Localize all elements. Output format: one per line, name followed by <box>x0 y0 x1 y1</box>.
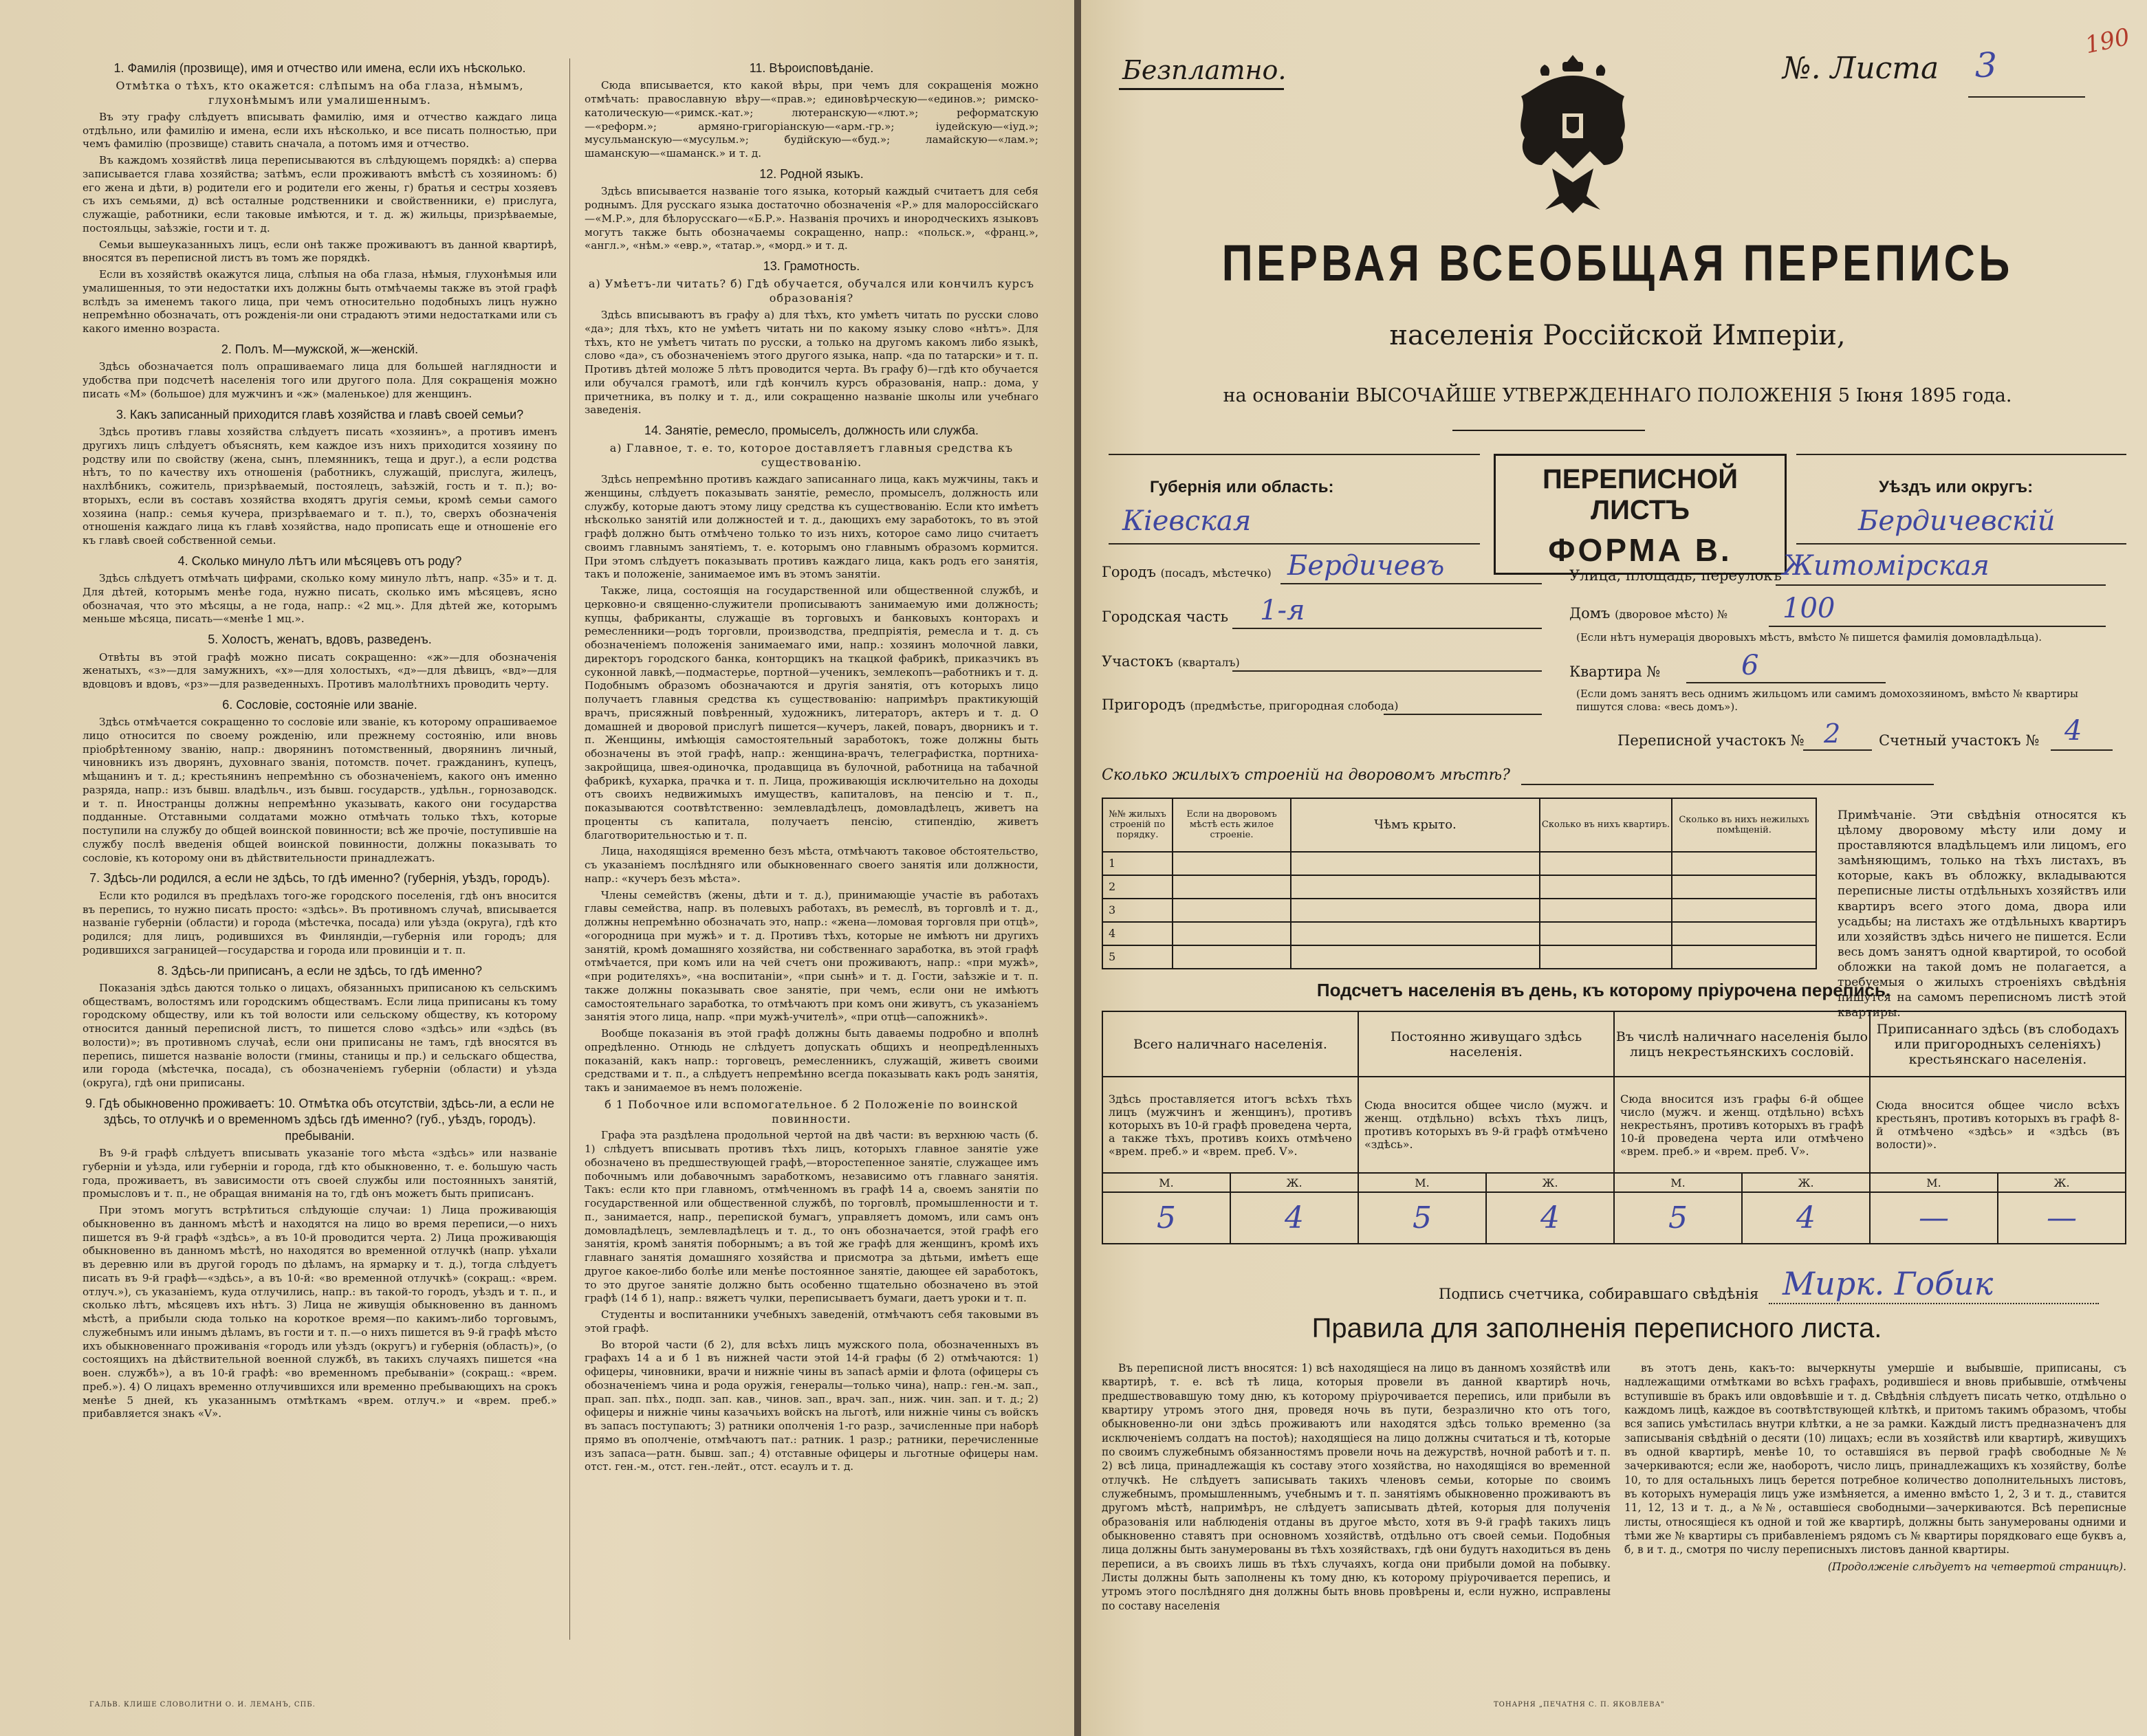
kvartira-note: (Если домъ занятъ весь однимъ жильцомъ или самимъ домохозяиномъ, вмѣсто № квартиры пишутся слова: «весь домъ»). <box>1576 688 2078 713</box>
sheet-number-label: №. Листа <box>1783 51 1939 86</box>
rules-text-1: Въ переписной листъ вносятся: 1) всѣ находящіеся на лицо въ данномъ хозяйствѣ или квартирѣ, т. е. всѣ тѣ лица, которыя провели въ данной квартирѣ ночь, предшествовавшую тому дню, къ которому пріурочивается перепись, или прибыли въ квартиру утромъ этого дня, проведя ночь въ пути, безразлично кто отъ того, обыкновенно-ли они здѣсь проживаютъ или находятся здѣсь только временно (за исключеніемъ солдатъ на постоѣ); находящіеся на лицо должны считаться и тѣ, которые по своимъ служебнымъ обязанностямъ провели ночь на дежурствѣ, ночной работѣ и т. п. 2) всѣ лица, принадлежащія къ составу этого хозяйства, но находящіяся во временной отлучкѣ. Не слѣдуетъ записывать такихъ членовъ семьи, которые по своимъ служебнымъ, промышленнымъ, учебнымъ и т. п. занятіямъ обыкновенно проживаютъ въ другомъ мѣстѣ, напримѣръ, не слѣдуетъ записывать дѣтей, которыя для полученія образованія или наблюденія отданы въ другое мѣсто, хотя въ 9-й графѣ такихъ лицъ обыкновенно ставятъ при основномъ хозяйствѣ, отдѣльно отъ своей семьи. Подобныя лица должны быть занумерованы въ тѣхъ хозяйствахъ, гдѣ они будутъ находиться въ день переписи, а въ своихъ лишь въ тѣхъ случаяхъ, когда они прибыли домой на побывку. Листы должны быть заполнены къ тому дню, къ которому пріурочивается перепись, и утромъ этого послѣдняго дня должны быть вновь провѣрены и, если нужно, исправлены по составу населенія <box>1102 1362 1611 1612</box>
schetny-underline <box>2051 749 2113 751</box>
col1-para-22: При этомъ могутъ встрѣтиться слѣдующіе случаи: 1) Лица проживающія обыкновенно въ данномъ мѣстѣ и находятся на лицо во время переписи,—о нихъ пишется въ 9-й графѣ «здѣсь», а въ 10-й проводится черта. 2) Лица проживающія обыкновенно въ данномъ мѣстѣ, но находятся во временной отлучкѣ (напр. уѣхали въ деревню или въ другой городъ по дѣламъ, на ярмарку и т. д.), тогда слѣдуетъ писать въ 9-й графѣ—«здѣсь», а въ 10-й: «во временной отлучкѣ» (сокращ.: «врем. отлуч.»), съ указаніемъ, куда отлучились, напр.: въ такой-то городъ, уѣздъ и т. п., и сколько лѣтъ, мѣсяцевъ ихъ нѣтъ. 3) Лица не живущія обыкновенно въ данномъ мѣстѣ, а прибыли сюда только на короткое время—по какимъ-либо торговымъ, служебнымъ или инымъ дѣламъ, въ гости и т. п.—о нихъ пишется въ 9-й графѣ мѣсто ихъ обыкновеннаго проживанія «городъ или уѣздъ (округъ) и губернія (область)», (о состоящихъ на дѣйствительной военной службѣ, въ такихъ случаяхъ пишется «на воен. службѣ»), а въ 10-й графѣ: «во временномъ пребываніи» (сокращ.: «врем. преб.»). 4) О лицахъ временно отлучившихся или временно пребывающихъ на срокъ менѣе 5 дней, къ указаннымъ отмѣткамъ «врем. отлуч.» и «врем. преб.» прибавляется знакъ «V». <box>83 1204 557 1420</box>
col1-para-15: Здѣсь отмѣчается сокращенно то сословіе или званіе, къ которому опрашиваемое лицо относится по своему рожденію, или прежнему состоянію, или вновь пріобрѣтенному званію, напр.: дворянинъ потомственный, дворянинъ личный, чиновникъ изъ дворянъ, духовнаго званія, потомств. почет. гражданинъ, купецъ, мѣщанинъ и т. д.; крестьянинъ непремѣнно съ обозначеніемъ, какого онъ именно разряда, напр.: изъ бывш. владѣльч., изъ бывш. государств., удѣльн., горнозаводск. и т. п. Иностранцы должны непремѣнно указывать, какого они государства подданные. Отставными солдатами можно отмѣчать только тѣхъ, которые поступили на службу до общей воинской повинности; всѣ же прочіе, поступившіе на службу послѣ введенія общей воинской повинности, должны показывать то сословіе, къ которому они въ дѣйствительности принадлежатъ. <box>83 716 557 864</box>
population-values-row <box>1102 1192 2126 1244</box>
dwellings-cell[interactable] <box>1672 922 1816 945</box>
dwellings-cell[interactable] <box>1672 899 1816 922</box>
col2-para-13: Вообще показанія въ этой графѣ должны быть даваемы подробно и вполнѣ опредѣленно. Отнюдь не слѣдуетъ допускать общихъ и неопредѣленныхъ показаній, какъ напр.: торговецъ, ремесленникъ, служащій, живетъ своими средствами и т. п., а слѣдуетъ непремѣнно всегда показывать какъ родъ занятія, такъ и занимаемое въ немъ положеніе. <box>585 1027 1038 1094</box>
dwellings-cell[interactable] <box>1540 875 1672 899</box>
ulitsa-underline <box>1776 584 2106 586</box>
female-count-value[interactable]: 4 <box>1742 1192 1870 1244</box>
guberniya-label: Губернія или область: <box>1150 478 1334 496</box>
col1-sec-10: 4. Сколько минуло лѣтъ или мѣсяцевъ отъ роду? <box>177 553 462 568</box>
population-header-row <box>1102 1011 2126 1077</box>
col1-para-4: Семьи вышеуказанныхъ лицъ, если онѣ также проживаютъ въ данной квартирѣ, вносятся въ переписной листъ въ томъ же порядкѣ. <box>83 238 557 265</box>
desc-non-peasant: Сюда вносится изъ графы 6-й общее число (мужч. и женщ. отдѣльно) всѣхъ некрестьянъ, противъ которыхъ въ графѣ 10-й проведена черта или отмѣчено «врем. преб.» и «врем. преб. V». <box>1614 1077 1870 1173</box>
uchastok-field <box>1102 653 1240 670</box>
rules-text-2: въ этотъ день, какъ-то: вычеркнуты умершіе и выбывшіе, приписаны, съ надлежащими отмѣтками во всѣхъ графахъ, родившіеся и вновь прибывшіе, отмѣчены вступившіе въ бракъ или овдовѣвшіе и т. д. Свѣдѣнія слѣдуетъ писать четко, отдѣльно о каждомъ лицѣ, каждое въ соотвѣтствующей клѣткѣ, и притомъ такимъ образомъ, чтобы вся запись умѣстилась внутри клѣтки, а не за рамки. Каждый листъ предназначенъ для записыванія свѣдѣній о десяти (10) лицахъ; если въ хозяйствѣ или квартирѣ, живущихъ въ одной квартирѣ, менѣе 10, то оставшіяся въ первой графѣ свободные №№ зачеркиваются; если же, наоборотъ, число лицъ, принадлежащихъ къ хозяйству, болѣе 10, то для остальныхъ лицъ берется потребное количество дополнительныхъ листовъ, въ которыхъ нумерація лицъ уже измѣняется, а именно вмѣсто 1, 2, 3 и т. д., ставится 11, 12, 13 и т. д., а №№, оставшіеся свободными—зачеркиваются. Всѣ переписные листы, относящіеся къ одной и той же квартирѣ, должны быть занумерованы одними и тѣми же № квартиры съ прибавленіемъ рядомъ съ № квартиры порядковаго еще буквъ а, б, в и т. д., смотря по числу переписныхъ листовъ данной квартиры. <box>1624 1362 2126 1557</box>
col2-sub-14: б 1 Побочное или вспомогательное. б 2 Положеніе по воинской повинности. <box>604 1097 1018 1125</box>
col1-para-7: Здѣсь обозначается полъ опрашиваемаго лица для большей наглядности и удобства при подсчетѣ населенія того или другого пола. Для сокращенія можно писать «М» (большое) для мужчинъ и «ж» (маленькое) для женщинъ. <box>83 360 557 400</box>
col1-sec-0: 1. Фамилія (прозвище), имя и отчество или имена, если ихъ нѣсколько. <box>113 61 526 75</box>
col2-sec-2: 12. Родной языкъ. <box>759 166 864 181</box>
female-count-value[interactable]: 4 <box>1486 1192 1614 1244</box>
col1-para-17: Если кто родился въ предѣлахъ того-же городского поселенія, гдѣ онъ вносится въ перепись, то нужно писать просто: «здѣсь». Въ противномъ случаѣ, вписывается названіе губерніи (области) и города (мѣстечка, посада) или уѣзда (округа), гдѣ кто родился; для лицъ, родившихся въ Финляндіи,—губернія или городъ; для родившихся заграницей—государства и города или провинціи и т. п. <box>83 889 557 956</box>
gorod-field <box>1102 564 1272 580</box>
col1-para-5: Если въ хозяйствѣ окажутся лица, слѣпыя на оба глаза, нѣмыя, глухонѣмыя или умалишенныя, то эти недостатки ихъ должны быть отмѣчаемы также въ этой графѣ вслѣдъ за именемъ такого лица, при чемъ относительно подобныхъ лицъ нужно непремѣнно обозначать, отъ рожденія-ли они страдаютъ этими недостатками или съ какого именно возраста. <box>83 268 557 336</box>
rules-title: Правила для заполненія переписного листа. <box>1311 1313 1882 1343</box>
dwellings-cell[interactable] <box>1540 922 1672 945</box>
dwellings-header-num: №№ жилыхъ строеній по порядку. <box>1102 798 1173 852</box>
column-divider <box>569 58 570 1640</box>
col1-para-3: Въ каждомъ хозяйствѣ лица переписываются въ слѣдующемъ порядкѣ: а) сперва записывается глава хозяйства; затѣмъ, если проживаютъ вмѣстѣ съ хозяиномъ: б) его жена и дѣти, в) родители его и родители его жены, г) братья и сестры хозяевъ съ ихъ семьями, д) всѣ осталные родственники и свойственники, е) прислуга, служащіе, работники, если таковые имѣются, и т. д. ж) жильцы, призрѣваемые, постояльцы, заѣзжіе, гости и т. д. <box>83 154 557 234</box>
male-count-value[interactable]: — <box>1870 1192 1998 1244</box>
census-title: ПЕРВАЯ ВСЕОБЩАЯ ПЕРЕПИСЬ <box>1221 234 2014 292</box>
prigorod-underline <box>1384 714 1542 715</box>
form-title-box <box>1494 454 1787 575</box>
uezd-label: Уѣздъ или округъ: <box>1879 478 2034 496</box>
chast-underline <box>1232 628 1542 629</box>
rules-column-2 <box>1624 1361 2126 1574</box>
col2-para-1: Сюда вписывается, кто какой вѣры, при чемъ для сокращенія можно отмѣчать: православную вѣру—«прав.»; единовѣрческую—«единов.»; римско-католическую—«римск.-кат.»; лютеранскую—«лют.»; реформатскую—«реформ.»; армяно-григоріанскую—«арм.-гр.»; іудейскую—«іуд.»; мусульманскую—«мусульм.»; будійскую—«буд.»; ламайскую—«лам.»; шаманскую—«шаманск.» и т. д. <box>585 79 1038 160</box>
col2-para-15: Графа эта раздѣлена продольной чертой на двѣ части: въ верхнюю часть (б. 1) слѣдуетъ вписывать противъ тѣхъ лицъ, которыхъ главное занятіе уже обозначено въ предшествующей графѣ,—второстепенное занятіе, служащее имъ побочнымъ или добавочнымъ заработкомъ, независимо отъ главнаго занятія. Такъ: если кто при главномъ, отмѣченномъ въ графѣ 14 а, своемъ занятіи по государственной или общественной службѣ, по торговлѣ, промышленности и т. п., занимается, напр., перепиской бумагъ, управляетъ домомъ, или самъ онъ домовладѣлецъ, землевладѣлецъ и т. д., то онъ обозначается, этой графѣ его занятія, кромѣ занятія поборнымъ; а въ той же графѣ для женщинъ, кромѣ ихъ главнаго занятія домашняго хозяйства и присмотра за дѣтьми, имѣетъ еще другое какое-либо болѣе или менѣе постоянное занятіе, дающее ей заработокъ, то это другое занятіе должно быть особенно тщательно обозначено въ этой графѣ (14 б 1), напр.: вяжетъ чулки, переписываетъ бумаги, даетъ уроки и т. п. <box>585 1129 1038 1305</box>
col1-sec-16: 7. Здѣсь-ли родился, а если не здѣсь, то гдѣ именно? (губернія, уѣздъ, городъ). <box>89 871 550 886</box>
book-spine <box>1074 0 1081 1736</box>
uchastok-label: Участокъ <box>1102 653 1174 670</box>
ulitsa-label: Улица, площадь, переулокъ <box>1569 567 1782 584</box>
population-mf-row <box>1102 1173 2126 1192</box>
free-label: Безплатно. <box>1122 55 1287 85</box>
kvartira-label: Квартира № <box>1569 663 1661 680</box>
form-name: ФОРМА В. <box>1548 532 1732 568</box>
gorod-label: Городъ <box>1102 564 1156 580</box>
col2-para-9: Здѣсь непремѣнно противъ каждаго записаннаго лица, какъ мужчины, такъ и женщины, слѣдуетъ показывать занятіе, ремесло, промыселъ, должность или службу, которые даютъ этому лицу средства къ существованію. Если кто имѣетъ нѣсколько занятій или должностей и т. д., дающихъ ему заработокъ, то въ этой графѣ должно быть отмѣчено только то изъ нихъ, которое само лицо считаетъ своимъ главнымъ занятіемъ, т. е. которымъ оно главнымъ образомъ кормится. При этомъ слѣдуетъ показывать противъ каждаго лица, какъ родъ его занятія, такъ и положеніе, занимаемое имъ въ этомъ занятіи. <box>585 473 1038 581</box>
male-count-value[interactable]: 5 <box>1102 1192 1230 1244</box>
ulitsa-value[interactable]: Житомірская <box>1783 550 1990 582</box>
prigorod-hint: (предмѣстье, пригородная слобода) <box>1190 699 1399 712</box>
schetny-label: Счетный участокъ № <box>1879 732 2040 749</box>
chast-value[interactable]: 1-я <box>1260 595 1305 626</box>
header-permanent: Постоянно живущаго здѣсь населенія. <box>1358 1011 1614 1077</box>
dwellings-cell[interactable] <box>1291 922 1540 945</box>
dwellings-cell[interactable] <box>1540 852 1672 875</box>
dwellings-cell[interactable] <box>1672 852 1816 875</box>
legal-basis: на основаніи ВЫСОЧАЙШЕ УТВЕРЖДЕННАГО ПОЛОЖЕНІЯ 5 Іюня 1895 года. <box>1223 385 2012 406</box>
dwellings-note: Примѣчаніе. Эти свѣдѣнія относятся къ цѣлому дворовому мѣсту или дому и проставляются владѣльцемъ или лицомъ, его замѣняющимъ, только на тѣхъ листахъ, въ которые, какъ въ обложку, вкладываются переписные листы отдѣльныхъ хозяйствъ или квартиръ всего этого дома, двора или усадьбы; на листахъ же отдѣльныхъ квартиръ или хозяйствъ здѣсь ничего не пишется. Если весь домъ занятъ одной квартирой, то особой обложки на такой домъ не полагается, а требуемыя о жилыхъ строеніяхъ свѣдѣнія пишутся на самомъ переписномъ листѣ этой квартиры. <box>1838 809 2126 1020</box>
free-underline <box>1119 88 1284 90</box>
dwellings-header-roof: Чѣмъ крыто. <box>1291 798 1540 852</box>
dom-hint: (дворовое мѣсто) № <box>1615 608 1728 621</box>
population-count-table <box>1102 1011 2126 1244</box>
dwellings-row-number: 3 <box>1102 899 1173 922</box>
dom-label: Домъ <box>1569 605 1611 622</box>
col1-para-9: Здѣсь противъ главы хозяйства слѣдуетъ писать «хозяинъ», а противъ именъ другихъ лицъ слѣдуетъ объяснять, кем каждое изъ нихъ приходится хозяину по родству или по свойству (жена, сынъ, племянникъ, теща и друг.), а если родства нѣтъ, то по качеству ихъ отношенія (работникъ, служащій, прислуга, жилецъ, нахлѣбникъ, сожитель, призрѣваемый, постоялецъ, заѣзжій, гость и т. п.); во-вторыхъ, если въ составъ хозяйства входятъ другія семьи, кромѣ семьи самого хозяина (напр.: семья кучера, призрѣваемаго и т. п.), то, сверхъ обозначенія отношенія каждаго лица къ главѣ хозяйства, надо прописать еще и отношеніе его къ главѣ своей собственной семьи. <box>83 426 557 547</box>
dwellings-cell[interactable] <box>1291 945 1540 969</box>
col1-para-13: Отвѣты въ этой графѣ можно писать сокращенно: «ж»—для обозначенія женатыхъ, «з»—для замужнихъ, «х»—для холостыхъ, «д»—для дѣвицъ, «вд»—для вдовцовъ и вдовъ, «рз»—для разведенныхъ. Противъ малолѣтнихъ проводить черту. <box>83 650 557 691</box>
instructions-column-1 <box>83 55 557 1424</box>
population-desc-row <box>1102 1077 2126 1173</box>
female-column-label: Ж. <box>1486 1173 1614 1192</box>
dom-value[interactable]: 100 <box>1783 593 1835 624</box>
dwellings-cell[interactable] <box>1291 899 1540 922</box>
dwellings-row-number: 5 <box>1102 945 1173 969</box>
dwellings-row <box>1102 945 1816 969</box>
col1-para-11: Здѣсь слѣдуетъ отмѣчать цифрами, сколько кому минуло лѣтъ, напр. «35» и т. д. Для дѣтей, которымъ менѣе года, нужно писать, сколько имъ мѣсяцевъ, ясно обозначая, что это мѣсяцы, а не года, напр.: «2 мц.». Для дѣтей же, которымъ меньше мѣсяца, писать—«менѣе 1 мц.». <box>83 572 557 626</box>
col1-para-19: Показанія здѣсь даются только о лицахъ, обязанныхъ приписаною къ сельскимъ обществамъ, волостямъ или городскимъ обществамъ. Если лица приписаны къ тому городскому обществу, или къ той волости или сельскому обществу, къ которому относится данный переписной листъ, то пишется слово «здѣсь» или «здѣсь (въ волости)»; въ противномъ случаѣ, если они приписаны не тамъ, гдѣ вносятся въ перепись, пишется названіе волости (гмины, станицы и пр.) и сельскаго общества, или города (мѣстечка, посада), съ обозначеніемъ губерніи (области) и уѣзда (округа), гдѣ они приписаны. <box>83 981 557 1090</box>
dwellings-cell[interactable] <box>1291 875 1540 899</box>
signature-label: Подпись счетчика, собиравшаго свѣдѣнія <box>1439 1286 1759 1302</box>
population-count-title: Подсчетъ населенія въ день, къ которому пріурочена перепись. <box>1316 980 1891 1000</box>
dwellings-cell[interactable] <box>1291 852 1540 875</box>
female-column-label: Ж. <box>1998 1173 2126 1192</box>
kvartira-value[interactable]: 6 <box>1741 650 1759 681</box>
col2-sec-0: 11. Вѣроисповѣданіе. <box>749 61 874 75</box>
dwellings-header-apartments: Сколько въ нихъ квартиръ. <box>1540 798 1672 852</box>
dwellings-table <box>1102 798 1817 969</box>
female-column-label: Ж. <box>1230 1173 1358 1192</box>
census-subtitle: населенія Россійской Имперіи, <box>1389 320 1846 351</box>
uezd-topline <box>1796 454 2126 455</box>
desc-total-present: Здѣсь проставляется итогъ всѣхъ тѣхъ лицъ (мужчинъ и женщинъ), противъ которыхъ въ 10-й графѣ проведена черта, а также тѣхъ, противъ коихъ отмѣчено «врем. преб.» и «врем. преб. V». <box>1102 1077 1358 1173</box>
dom-note: (Если нѣтъ нумерація дворовыхъ мѣстъ, вмѣсто № пишется фамилія домовладѣльца). <box>1576 631 2042 644</box>
col1-sub-1: Отмѣтка о тѣхъ, кто окажется: слѣпымъ на оба глаза, нѣмымъ, глухонѣмымъ или умалишеннымъ. <box>116 79 524 107</box>
male-count-value[interactable]: 5 <box>1358 1192 1486 1244</box>
uchastok-underline <box>1232 670 1542 672</box>
title-divider <box>1452 430 1645 431</box>
dwellings-row-number: 2 <box>1102 875 1173 899</box>
dwellings-question: Сколько жилыхъ строеній на дворовомъ мѣстѣ? <box>1102 767 1510 784</box>
col1-para-2: Въ эту графу слѣдуетъ вписывать фамилію, имя и отчество каждаго лица отдѣльно, или фамилію и имена, если ихъ нѣсколько, и все писать полностью, при чемъ фамилію (прозвище) ставить сначала, а потомъ имя и отчество. <box>83 110 557 151</box>
dwellings-cell[interactable] <box>1672 945 1816 969</box>
col2-para-17: Во второй части (б 2), для всѣхъ лицъ мужского пола, обозначенныхъ въ графахъ 14 а и б 1 въ нижней части этой 14-й графы (б 2) отмѣчаются: 1) офицеры, чиновники, врачи и нижніе чины въ запасѣ арміи и флота (офицеры съ обозначеніемъ чина и рода оружія, генералы—только чина), напр.: ген.-м. зап., прап. зап. пѣх., подп. зап. кав., чинов. зап., врач. зап., ниж. чин. зап. и т. д.; 2) офицеры и нижніе чины казачьихъ войскъ на льготѣ, или нижніе чины съ войскъ въ запасъ поступаютъ; 3) ратники ополченія 1-го разр., зачисленные при наборѣ прямо въ ополченіе, отмѣчаютъ пат.: ратник. 1 разр.; ратники, перечисленные изъ запаса—ратн. бывш. зап.; 4) отставные офицеры и льготные офицеры нам. отст. ген.-м., отст. ген.-лейт., отст. есаулъ и т. д. <box>585 1338 1038 1473</box>
dwellings-row <box>1102 852 1816 875</box>
dwellings-header-exists: Если на дворовомъ мѣстѣ есть жилое строеніе. <box>1173 798 1291 852</box>
perepisnoy-value[interactable]: 2 <box>1824 718 1841 749</box>
col2-sec-4: 13. Грамотность. <box>763 259 860 274</box>
col2-para-3: Здѣсь вписывается названіе того языка, который каждый считаетъ для себя роднымъ. Для русскаго языка достаточно обозначенія «Р.» для малороссійскаго—«М.Р.», для бѣлорусскаго—«Б.Р.». Названія прочихъ и инородческихъ языковъ могутъ также быть обозначаемы сокращенно, напр.: «польск.», «франц.», «англ.», «нѣм.» «евр.», «татар.», «морд.» и т. д. <box>585 185 1038 252</box>
uezd-value[interactable]: Бердичевскій <box>1858 505 2056 537</box>
dwellings-cell[interactable] <box>1672 875 1816 899</box>
chast-label: Городская часть <box>1102 608 1229 625</box>
male-column-label: М. <box>1102 1173 1230 1192</box>
dwellings-cell[interactable] <box>1540 899 1672 922</box>
dwellings-cell[interactable] <box>1173 899 1291 922</box>
col1-sec-20: 9. Гдѣ обыкновенно проживаетъ: 10. Отмѣтка объ отсутствіи, здѣсь-ли, а если не здѣсь, то отлучкѣ и о временномъ здѣсь гдѣ именно? (губ., уѣздъ, городъ). пребываніи. <box>85 1096 554 1143</box>
rules-column-1 <box>1102 1361 1611 1613</box>
col2-para-12: Члены семействъ (жены, дѣти и т. д.), принимающіе участіе въ работахъ главы семейства, напр. въ полевыхъ работахъ, въ ремеслѣ, въ торговлѣ и т. д., должны непремѣнно обозначать это, напр.: «жена—ломовая торговля при отцѣ», «огородница при мужѣ» и т. д. Противъ тѣхъ, которые не имѣютъ ни другихъ занятій, кромѣ домашняго хозяйства, ни собственнаго заработка, въ этой графѣ отмѣчается, при комъ или на чей счетъ они проживаютъ, напр.: «при мужѣ», «при родителяхъ», «на воспитаніи», «при сынѣ» и т. д. Гости, заѣзжіе и т. п. также должны показывать свое занятіе, при чемъ, если они не имѣютъ самостоятельнаго заработка, то отмѣчаютъ при комъ они живутъ, съ указаніемъ занятія этого лица, напр. «при мужѣ-учителѣ», «при отцѣ—сапожникѣ». <box>585 888 1038 1024</box>
schetny-value[interactable]: 4 <box>2064 715 2082 747</box>
archive-stamp-number: 190 <box>2082 23 2133 60</box>
dwellings-row <box>1102 922 1816 945</box>
dwellings-row-number: 4 <box>1102 922 1173 945</box>
dwellings-underline <box>1521 784 1934 785</box>
guberniya-topline <box>1109 454 1480 455</box>
right-page <box>1081 0 2147 1736</box>
instructions-column-2 <box>585 55 1038 1477</box>
col1-sec-14: 6. Сословіе, состояніе или званіе. <box>222 697 417 712</box>
sheet-number-line <box>1968 96 2085 98</box>
gorod-underline <box>1280 583 1542 584</box>
prigorod-field <box>1102 696 1399 713</box>
male-column-label: М. <box>1358 1173 1486 1192</box>
col2-para-16: Студенты и воспитанники учебныхъ заведеній, отмѣчаютъ себя таковыми въ этой графѣ. <box>585 1308 1038 1334</box>
uezd-underline <box>1796 543 2126 545</box>
perepisnoy-underline <box>1803 749 1872 751</box>
guberniya-underline <box>1109 543 1480 545</box>
imperial-eagle-emblem <box>1507 48 1638 220</box>
gorod-hint: (посадъ, мѣстечко) <box>1160 567 1272 580</box>
prigorod-label: Пригородъ <box>1102 696 1186 713</box>
uchastok-hint: (кварталъ) <box>1177 656 1240 669</box>
signature-line <box>1769 1303 2099 1304</box>
guberniya-value[interactable]: Кіевская <box>1122 505 1252 537</box>
col1-sec-8: 3. Какъ записанный приходится главѣ хозяйства и главѣ своей семьи? <box>116 407 524 421</box>
dwellings-cell[interactable] <box>1173 852 1291 875</box>
dwellings-cell[interactable] <box>1173 945 1291 969</box>
col2-para-10: Также, лица, состоящія на государственной или общественной службѣ, и церковно-и священно-служители прописываютъ занимаемую ими должность; купцы, фабриканты, служащіе въ торговыхъ и банковыхъ конторахъ и ремесленники—родъ торговли, производства, предпріятія, ремесла и т. д. съ обозначеніемъ положенія занимаемаго ими, напр.: хозяинъ молочной лавки, директоръ городского банка, конторщикъ на ткацкой фабрикѣ, приказчикъ въ суконной лавкѣ,—подмастерье, портной—ученикъ, землекопъ—работникъ и т. д. Подобнымъ образомъ обозначаются и другія занятія, отъ которыхъ лицо получаетъ главныя средства къ существованію: напримѣръ практикующій врачъ, присяжный повѣренный, художникъ, литераторъ, актеръ и т. д. О домашней и дворовой прислугѣ пишется—кучеръ, лакей, поваръ, дворникъ и т. п. Женщины, имѣющія самостоятельный заработокъ, тоже должны быть обозначены въ этой графѣ, напр.: женщина-врачъ, телеграфистка, портниха-закройщица, швея-одиночка, продавщица въ булочной, работница на табачной фабрикѣ, кухарка, прачка и т. п. Лица, проживающія исключительно на доходы отъ своихъ недвижимыхъ имуществъ, капиталовъ, на пенсію и т. п., показываются соотвѣтственно: землевладѣлецъ, домовладѣлецъ, живетъ на проценты съ капитала, получаетъ пенсію, стипендію, живетъ благотворительностью и т. п. <box>585 584 1038 842</box>
dwellings-cell[interactable] <box>1540 945 1672 969</box>
col1-sec-6: 2. Полъ. М—мужской, ж—женскій. <box>221 342 419 356</box>
desc-peasant: Сюда вносится общее число всѣхъ крестьянъ, противъ которыхъ въ графѣ 8-й отмѣчено «здѣсь» и «здѣсь (въ волости)». <box>1870 1077 2126 1173</box>
col1-sec-12: 5. Холостъ, женатъ, вдовъ, разведенъ. <box>208 633 432 647</box>
col1-para-21: Въ 9-й графѣ слѣдуетъ вписывать указаніе того мѣста «здѣсь» или названіе губерніи и уѣзда, или губерніи и города, гдѣ кто обыкновенно, т. е. большую часть года, проживаетъ, въ зависимости отъ своей службы или постоянныхъ занятій, промысловъ и т. п., не обращая вниманія на то, гдѣ онъ можетъ быть приписанъ. <box>83 1147 557 1200</box>
desc-permanent: Сюда вносится общее число (мужч. и женщ. отдѣльно) всѣхъ тѣхъ лицъ, противъ которыхъ въ 9-й графѣ отмѣчено «здѣсь». <box>1358 1077 1614 1173</box>
kvartira-underline <box>1686 682 1886 683</box>
perepisnoy-label: Переписной участокъ № <box>1617 732 1805 749</box>
col2-para-6: Здѣсь вписываютъ въ графу а) для тѣхъ, кто умѣетъ читать по русски слово «да»; для тѣхъ, кто не умѣетъ читать ни по какому языку слово «нѣтъ». Для тѣхъ, кто не умѣетъ читать по русски, а только на другомъ какомъ либо языкѣ, слово «да», съ обозначеніемъ этого другого языка, напр. «да по татарски» и т. п. Противъ дѣтей моложе 5 лѣтъ проводится черта. Въ графу б)—гдѣ кто обучается или обучался грамотѣ, или гдѣ кончилъ курсъ образованія, напр.: дома, у причетника, въ полку и т. д., или сокращенно названіе школы или учебнаго заведенія. <box>585 309 1038 417</box>
dwellings-cell[interactable] <box>1173 875 1291 899</box>
male-column-label: М. <box>1870 1173 1998 1192</box>
header-peasant: Приписаннаго здѣсь (въ слободахъ или пригородныхъ селеніяхъ) крестьянскаго населенія. <box>1870 1011 2126 1077</box>
dwellings-row-number: 1 <box>1102 852 1173 875</box>
dwellings-row <box>1102 899 1816 922</box>
col2-sec-7: 14. Занятіе, ремесло, промыселъ, должность или служба. <box>644 424 979 438</box>
rules-continued: (Продолженіе слѣдуетъ на четвертой страницѣ). <box>1827 1560 2126 1573</box>
dwellings-header-row <box>1102 798 1816 852</box>
printer-imprint-left: ГАЛЬВ. КЛИШЕ СЛОВОЛИТНИ О. И. ЛЕМАНЪ, СПБ. <box>89 1701 316 1708</box>
header-total-present: Всего наличнаго населенія. <box>1102 1011 1358 1077</box>
col2-sub-8: а) Главное, т. е. то, которое доставляетъ главныя средства къ существованію. <box>609 441 1014 470</box>
dwellings-header-nonresidential: Сколько въ нихъ нежилыхъ помѣщеній. <box>1672 798 1816 852</box>
sheet-number-value: 3 <box>1975 45 1997 85</box>
gorod-value[interactable]: Бердичевъ <box>1287 550 1445 582</box>
col2-sub-5: а) Умѣетъ-ли читать? б) Гдѣ обучается, обучался или кончилъ курсъ образованія? <box>588 277 1035 305</box>
dwellings-cell[interactable] <box>1173 922 1291 945</box>
female-count-value[interactable]: 4 <box>1230 1192 1358 1244</box>
male-column-label: М. <box>1614 1173 1742 1192</box>
header-non-peasant: Въ числѣ наличнаго населенія было лицъ некрестьянскихъ сословій. <box>1614 1011 1870 1077</box>
col2-para-11: Лица, находящіяся временно безъ мѣста, отмѣчаютъ таковое обстоятельство, съ указаніемъ послѣдняго или обыкновеннаго своего занятія или должности, напр.: «кучеръ безъ мѣста». <box>585 845 1038 885</box>
printer-imprint-right: ТОНАРНЯ „ПЕЧАТНЯ С. П. ЯКОВЛЕВА" <box>1494 1701 1665 1708</box>
dom-field <box>1569 605 1728 622</box>
female-count-value[interactable]: — <box>1998 1192 2126 1244</box>
female-column-label: Ж. <box>1742 1173 1870 1192</box>
dwellings-row <box>1102 875 1816 899</box>
form-title: ПЕРЕПИСНОЙ ЛИСТЪ <box>1543 464 1738 525</box>
signature-value[interactable]: Мирк. Гобик <box>1783 1265 1994 1302</box>
male-count-value[interactable]: 5 <box>1614 1192 1742 1244</box>
dom-underline <box>1769 626 2106 627</box>
col1-sec-18: 8. Здѣсь-ли приписанъ, а если не здѣсь, то гдѣ именно? <box>157 963 483 978</box>
